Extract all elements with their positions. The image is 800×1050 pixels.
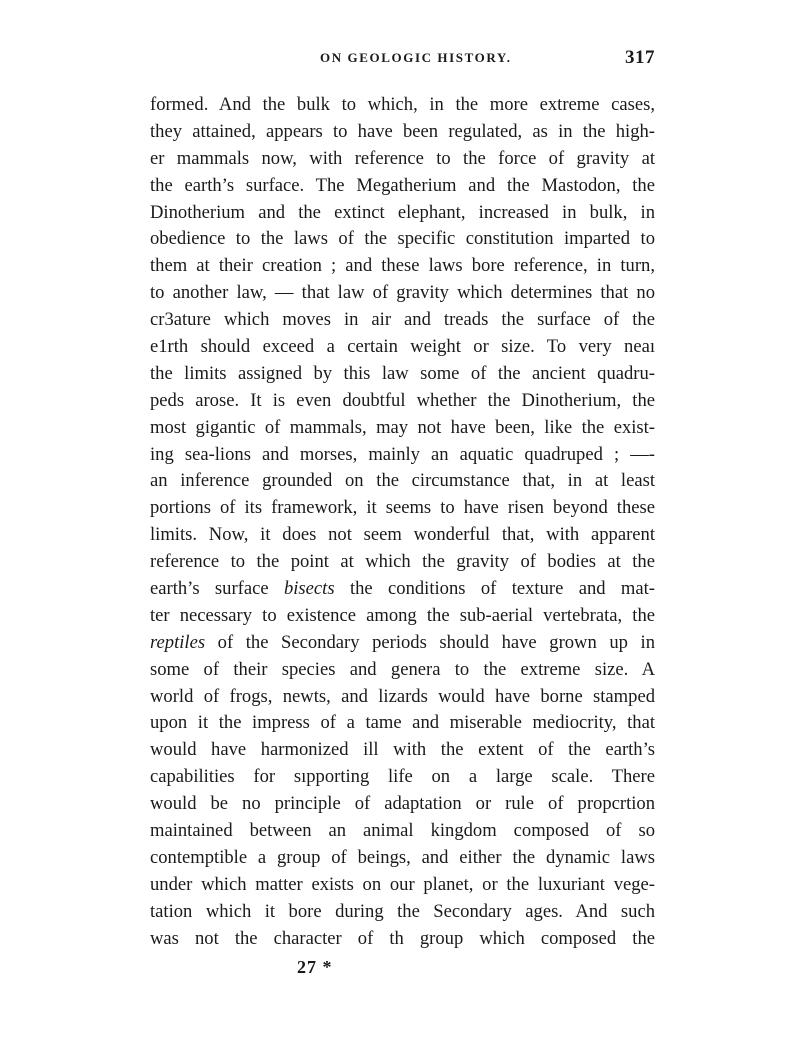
text-line: limits. Now, it does not seem wonderful that, with apparent (150, 524, 655, 546)
text-line: to another law, — that law of gravity which determines that no (150, 282, 655, 304)
text-line: cr3ature which moves in air and treads the surface of the (150, 309, 655, 331)
text-line: ing sea-lions and morses, mainly an aquatic quadruped ; —- (150, 443, 655, 465)
text-line: the earth’s surface. The Megatherium and the Mastodon, the (150, 174, 655, 196)
body-text (150, 92, 655, 953)
text-line: portions of its framework, it seems to have risen beyond these (150, 497, 655, 519)
text-line: e1rth should exceed a certain weight or size. To very neaı (150, 336, 655, 358)
text-line: they attained, appears to have been regulated, as in the high- (150, 120, 655, 142)
italic-word: reptiles (150, 631, 206, 653)
italic-word: bisects (283, 578, 335, 600)
text-line: most gigantic of mammals, may not have been, like the exist- (150, 416, 655, 438)
running-head (150, 47, 655, 74)
text-line: upon it the impress of a tame and miserable mediocrity, that (150, 712, 655, 734)
text-line: world of frogs, newts, and lizards would have borne stamped (150, 685, 655, 707)
text-line: would be no principle of adaptation or rule of propcrtion (150, 793, 655, 815)
text-line: was not the character of th group which composed the (150, 927, 655, 949)
text-line: formed. And the bulk to which, in the more extreme cases, (150, 94, 655, 115)
text-line: ter necessary to existence among the sub-aerial vertebrata, the (150, 604, 655, 626)
text-line: would have harmonized ill with the extent of the earth’s (150, 739, 655, 761)
text-line: maintained between an animal kingdom composed of so (150, 820, 655, 842)
signature-mark: 27 * (297, 957, 333, 977)
text-line: under which matter exists on our planet, or the luxuriant vege- (150, 873, 655, 895)
text-line: tation which it bore during the Secondary ages. And such (150, 900, 655, 922)
text-line: Dinotherium and the extinct elephant, increased in bulk, in (150, 201, 655, 223)
text-line: peds arose. It is even doubtful whether the Dinotherium, the (150, 389, 655, 411)
text-line: them at their creation ; and these laws bore reference, in turn, (150, 255, 655, 277)
text-line: reference to the point at which the gravity of bodies at the (150, 551, 655, 573)
text-line: er mammals now, with reference to the force of gravity at (150, 147, 655, 169)
text-line: reptiles of the Secondary periods should have grown up in (150, 631, 655, 653)
text-line: earth’s surface bisects the conditions of texture and mat- (150, 578, 655, 600)
text-line: some of their species and genera to the extreme size. A (150, 658, 655, 680)
running-title: ON GEOLOGIC HISTORY. (320, 50, 512, 65)
text-line: an inference grounded on the circumstance that, in at least (150, 470, 655, 492)
text-line: the limits assigned by this law some of the ancient quadru- (150, 362, 655, 384)
text-line: contemptible a group of beings, and either the dynamic laws (150, 846, 655, 868)
text-line: capabilities for sıpporting life on a large scale. There (150, 766, 655, 788)
text-line: obedience to the laws of the specific constitution imparted to (150, 228, 655, 250)
page-number: 317 (625, 47, 655, 68)
